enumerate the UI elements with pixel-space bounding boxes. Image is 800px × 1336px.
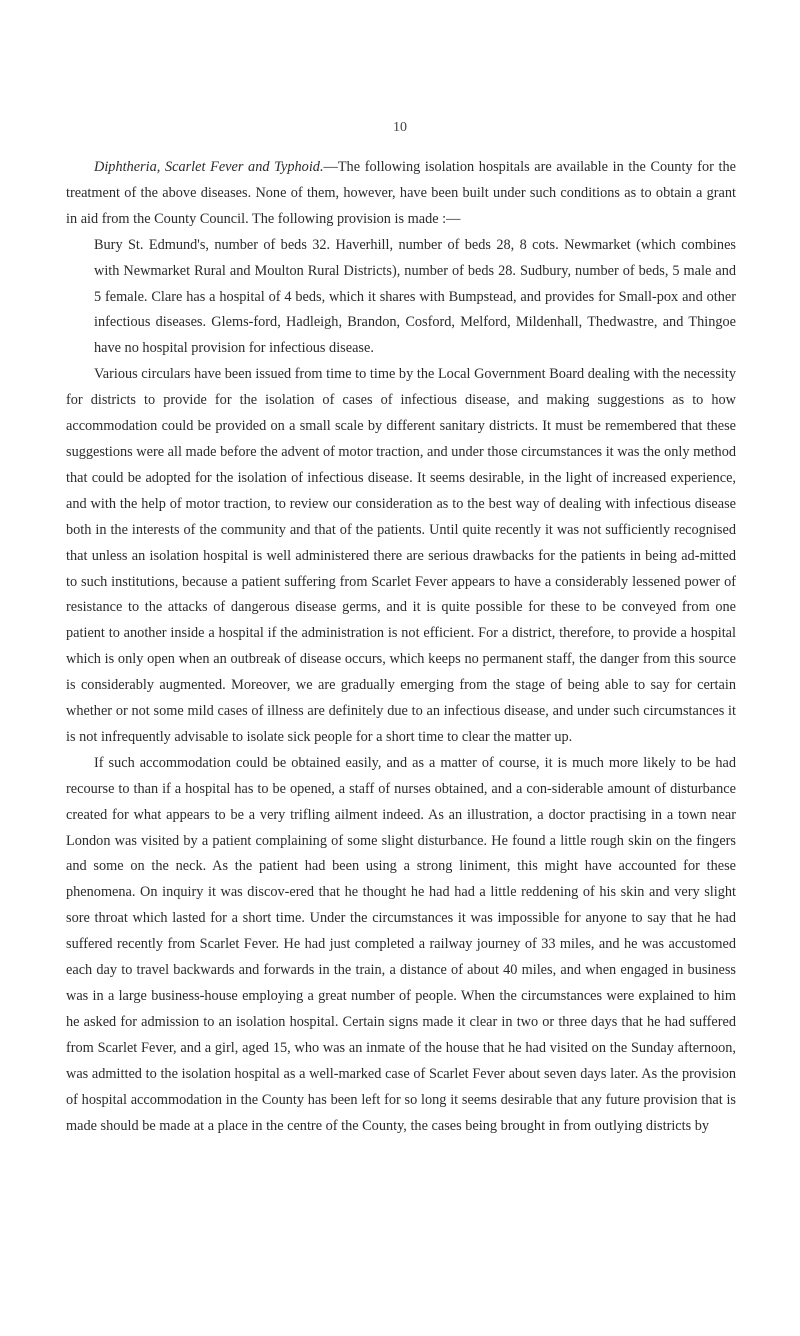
intro-paragraph <box>66 155 736 233</box>
body-text <box>66 155 736 1139</box>
accommodation-paragraph: If such accommodation could be obtained easily, and as a matter of course, it is much more likely to be had recourse to than if a hospital has to be opened, a staff of nurses obtained, and a con-siderable amount of disturbance created for what appears to be a very trifling ailment indeed. As an illustration, a doctor practising in a town near London was visited by a patient complaining of some slight disturbance. He found a little rough skin on the fingers and some on the neck. As the patient had been using a strong liniment, this might have accounted for these phenomena. On inquiry it was discov-ered that he thought he had had a little reddening of his skin and very slight sore throat which lasted for a short time. Under the circumstances it was impossible for anyone to say that he had suffered recently from Scarlet Fever. He had just completed a railway journey of 33 miles, and he was accustomed each day to travel backwards and forwards in the train, a distance of about 40 miles, and when engaged in business was in a large business-house employing a great number of people. When the circumstances were explained to him he asked for admission to an isolation hospital. Certain signs made it clear in two or three days that he had suffered from Scarlet Fever, and a girl, aged 15, who was an inmate of the house that he had visited on the Sunday afternoon, was admitted to the isolation hospital as a well-marked case of Scarlet Fever about seven days later. As the provision of hospital accommodation in the County has been left for so long it seems desirable that any future provision that is made should be made at a place in the centre of the County, the cases being brought in from outlying districts by <box>66 754 736 1134</box>
page-number: 10 <box>393 120 407 135</box>
intro-text: —The following isolation hospitals are available in the County for the treatment of the above diseases. None of them, however, have been built under such conditions as to obtain a grant in aid from the County Council. The following provision is made :— <box>66 159 736 227</box>
intro-heading: Diphtheria, Scarlet Fever and Typhoid. <box>94 159 324 175</box>
circulars-paragraph: Various circulars have been issued from time to time by the Local Government Board dealing with the necessity for districts to provide for the isolation of cases of infectious disease, and making suggestions as to how accommodation could be provided on a small scale by different sanitary districts. It must be remembered that these suggestions were all made before the advent of motor traction, and under those circumstances it was the only method that could be adopted for the isolation of infectious disease. It seems desirable, in the light of increased experience, and with the help of motor traction, to review our consideration as to the best way of dealing with infectious disease both in the interests of the community and that of the patients. Until quite recently it was not sufficiently recognised that unless an isolation hospital is well administered there are serious drawbacks for the patients in being ad-mitted to such institutions, because a patient suffering from Scarlet Fever appears to have a considerably lessened power of resistance to the attacks of dangerous disease germs, and it is quite possible for these to be conveyed from one patient to another inside a hospital if the administration is not efficient. For a district, therefore, to provide a hospital which is only open when an outbreak of disease occurs, which keeps no permanent staff, the danger from this source is considerably augmented. Moreover, we are gradually emerging from the stage of being able to say for certain whether or not some mild cases of illness are definitely due to an infectious disease, and under such circumstances it is not infrequently advisable to isolate sick people for a short time to clear the matter up. <box>66 366 736 745</box>
provision-paragraph: Bury St. Edmund's, number of beds 32. Haverhill, number of beds 28, 8 cots. Newmarket (which combines with Newmarket Rural and Moulton Rural Districts), number of beds 28. Sudbury, number of beds, 5 male and 5 female. Clare has a hospital of 4 beds, which it shares with Bumpstead, and provides for Small-pox and other infectious diseases. Glems-ford, Hadleigh, Brandon, Cosford, Melford, Mildenhall, Thedwastre, and Thingoe have no hospital provision for infectious disease. <box>94 236 736 357</box>
